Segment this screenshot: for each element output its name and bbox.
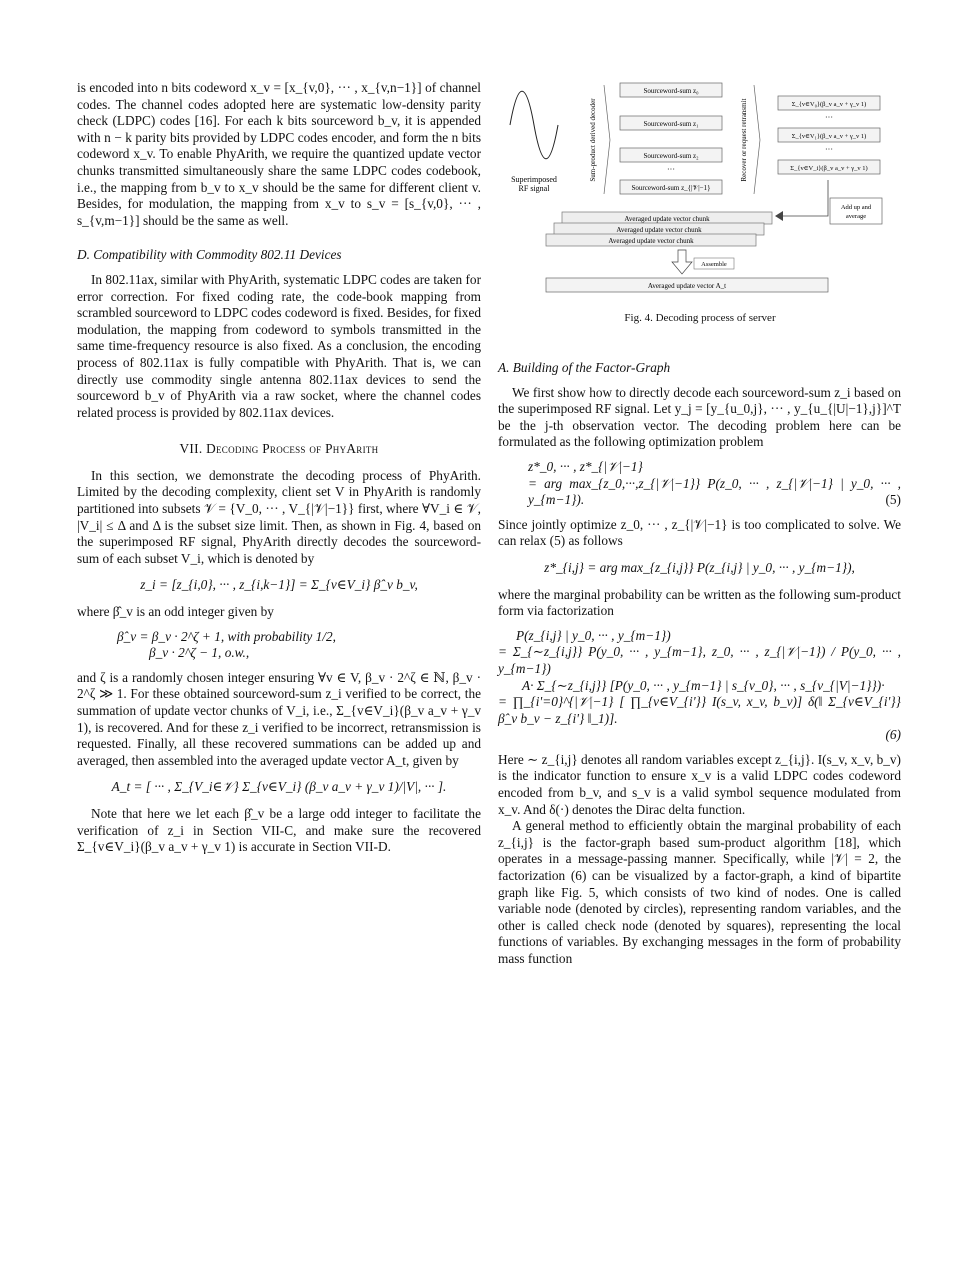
sourceword-label: Sourceword-sum z₂ <box>643 152 699 160</box>
paragraph: Note that here we let each β̂_v be a large odd integer to facilitate the verification of z_i in Section VII-C, and make sure the recovered Σ_{v∈V_i}(β_v a_v + γ_v 1) is accurate in Section VII-D. <box>77 805 481 855</box>
sum-label: Σ_{v∈V₁}(β_v a_v + γ_v 1) <box>791 133 867 140</box>
add-average-box <box>830 198 882 224</box>
chunk-label: Averaged update vector chunk <box>616 226 702 234</box>
subsection-heading: A. Building of the Factor-Graph <box>498 360 671 375</box>
paragraph: A general method to efficiently obtain the marginal probability of each z_{i,j} is the factor-graph based sum-product algorithm [18], which operates in a message-passing manner. Specifically, while |𝒱| = 2, the factorization (6) can be visualized by a factor-graph, a kind of bipartite graph like Fig. 5, which consists of two kind of nodes. One is called variable node (denoted by circles), representing random variables, and the other is called check node (denoted by squares), representing the local functions of variables. By exchanging messages in the form of probability mass function <box>498 818 901 966</box>
rf-label: RF signal <box>518 184 550 193</box>
equation-number: (6) <box>885 727 901 743</box>
recover-label: Recover or request retransmit <box>740 98 748 182</box>
arrow-head <box>775 211 783 221</box>
paragraph: where β̂_v is an odd integer given by <box>77 604 274 620</box>
paragraph: In this section, we demonstrate the decoding process of PhyArith. Limited by the decoding complexity, client set V in PhyArith is randomly partitioned into subsets 𝒱 = {V_0, ··· , V_{|𝒱|−1}} first, where ∀V_i ∈ 𝒱, |V_i| ≤ Δ and Δ is the subset size limit. Then, as shown in Fig. 4, based on the superimposed RF signal, PhyArith directly decodes the sourceword-sum of each subset V_i, which is denoted by <box>77 467 481 566</box>
equation-line: P(z_{i,j} | y_0, ··· , y_{m−1}) <box>516 627 671 643</box>
equation-5 <box>498 459 901 509</box>
equation-line: = Σ_{∼z_{i,j}} P(y_0, ··· , y_{m−1}, z_0, ··· , z_{|𝒱|−1}) / P(y_0, ··· , y_{m−1}) <box>498 644 901 676</box>
arrow <box>783 180 828 216</box>
right-column <box>498 360 901 968</box>
paragraph: We first show how to directly decode each sourceword-sum z_i based on the superimposed RF signal. Let y_j = [y_{u_0,j}, ··· , y_{u_{|U|−1},j}]^T be the j-th observation vector. The decoding problem here can be formulated as the following optimization problem <box>498 384 901 450</box>
equation-number: (5) <box>885 492 901 508</box>
equation-line: β_v · 2^ζ − 1, o.w., <box>149 645 250 661</box>
assemble-arrow <box>672 250 692 274</box>
bracket-left <box>604 85 610 194</box>
left-column <box>77 80 481 856</box>
paragraph: where the marginal probability can be written as the following sum-product form via factorization <box>498 586 901 619</box>
assemble-label: Assemble <box>701 261 727 268</box>
paragraph: and ζ is a randomly chosen integer ensuring ∀v ∈ V, β_v · 2^ζ ∈ ℕ, β_v · 2^ζ ≫ 1. For these obtained sourceword-sum z_i verified to be correct, the summation of update vector chunks of V_i, i.e., Σ_{v∈V_i}(β_v a_v + γ_v 1), is recovered. And for these z_i verified to be incorrect, retransmission is requested. Finally, all these recovered summations can be added up and averaged, then assembled into the averaged update vector A_t, given by <box>77 669 481 768</box>
equation-relax: z*_{i,j} = arg max_{z_{i,j}} P(z_{i,j} | y_0, ··· , y_{m−1}), <box>544 559 855 575</box>
decoder-label: Sum-product derived decoder <box>589 98 597 182</box>
paragraph: Here ∼ z_{i,j} denotes all random variables except z_{i,j}. I(s_v, x_v, b_v) is the indicator function to ensure x_v is a valid LDPC codes codeword encoded from b_v, and s_v is a valid symbol sequence modulated from x_v. And δ(·) denotes the Dirac delta function. <box>498 751 901 817</box>
equation-6 <box>498 628 901 744</box>
paragraph: is encoded into n bits codeword x_v = [x_{v,0}, ··· , x_{v,n−1}] of channel codes. The channel codes adopted here are systematic low-density parity check (LDPC) codes [16]. For each k bits sourceword b_v, it is appended with n − k parity bits provided by LDPC codes encoder, and form the n bits codeword x_v. To enable PhyArith, we require the quantized update vector chunks transmitted simultaneously share the same LDPC codes codebook, i.e., the mapping from b_v to x_v should be the same for different client v. Besides, for modulation, the mapping from x_v to s_v = [s_{v,0}, ··· , s_{v,m−1}] should be the same as well. <box>77 80 481 228</box>
section-heading: VII. Decoding Process of PhyArith <box>179 441 379 457</box>
dots: ··· <box>825 145 833 154</box>
bracket-right <box>754 85 760 194</box>
equation-text: = arg max_{z_0,···,z_{|𝒱|−1}} P(z_0, ··· , z_{|𝒱|−1} | y_0, ··· , y_{m−1}). <box>528 475 901 508</box>
figure-diagram <box>498 80 902 300</box>
equation-beta <box>77 629 481 662</box>
equation-line: z*_0, ··· , z*_{|𝒱|−1} <box>528 458 643 474</box>
equation-z: z_i = [z_{i,0}, ··· , z_{i,k−1}] = Σ_{v∈V_i} β̂_v b_v, <box>140 577 418 593</box>
dots: ··· <box>825 113 833 122</box>
sourceword-label: Sourceword-sum z₀ <box>643 87 699 95</box>
rf-wave <box>510 91 558 159</box>
dots: ··· <box>667 165 675 174</box>
chunk-label: Averaged update vector chunk <box>608 237 694 245</box>
equation-line <box>528 476 901 509</box>
figure-caption: Fig. 4. Decoding process of server <box>624 312 776 324</box>
sum-label: Σ_{v∈V₀}(β_v a_v + γ_v 1) <box>791 101 867 108</box>
add-average-label: Add up and <box>840 204 872 211</box>
equation-line: A· Σ_{∼z_{i,j}} [P(y_0, ··· , y_{m−1} | s_{v_0}, ··· , s_{v_{|V|−1}})· <box>522 677 885 693</box>
equation-line: = ∏_{i'=0}^{|𝒱|−1} [ ∏_{v∈V_{i'}} I(s_v, x_v, b_v)] δ(‖ Σ_{v∈V_{i'}} β̂_v b_v − z_{i'} ‖_1)]. <box>498 694 901 726</box>
sum-label: Σ_{v∈V_i}(β_v a_v + γ_v 1) <box>790 165 868 172</box>
equation-line: β̂_v = β_v · 2^ζ + 1, with probability 1/2, <box>117 628 336 644</box>
chunk-label: Averaged update vector chunk <box>624 215 710 223</box>
rf-label: Superimposed <box>511 175 557 184</box>
paragraph: In 802.11ax, similar with PhyArith, systematic LDPC codes are taken for error correction. For fixed coding rate, the code-book mapping from scrambled sourceword to LDPC codes codeword is fixed. Besides, for fixed modulation, the mapping from codeword to symbols transmitted in the same time-frequency resource is also fixed. As a conclusion, the encoding process of 802.11ax is fully compatible with PhyArith. That is, we can directly use commodity single antenna 802.11ax devices to send the sourceword b_v of PhyArith via a raw socket, where the channel codes related process is provided by 802.11ax devices. <box>77 271 481 420</box>
sourceword-label: Sourceword-sum z_{|𝒱|−1} <box>631 184 711 192</box>
sourceword-label: Sourceword-sum z₁ <box>643 120 699 128</box>
figure-decoding-process <box>498 80 902 300</box>
add-average-label: average <box>845 213 867 220</box>
equation-A: A_t = [ ··· , Σ_{V_i∈𝒱} Σ_{v∈V_i} (β_v a_v + γ_v 1)/|V|, ··· ]. <box>111 779 447 795</box>
final-label: Averaged update vector A_t <box>647 282 727 290</box>
subsection-heading: D. Compatibility with Commodity 802.11 Devices <box>77 247 342 263</box>
paragraph: Since jointly optimize z_0, ··· , z_{|𝒱|−1} is too complicated to solve. We can relax (5) as follows <box>498 516 901 549</box>
